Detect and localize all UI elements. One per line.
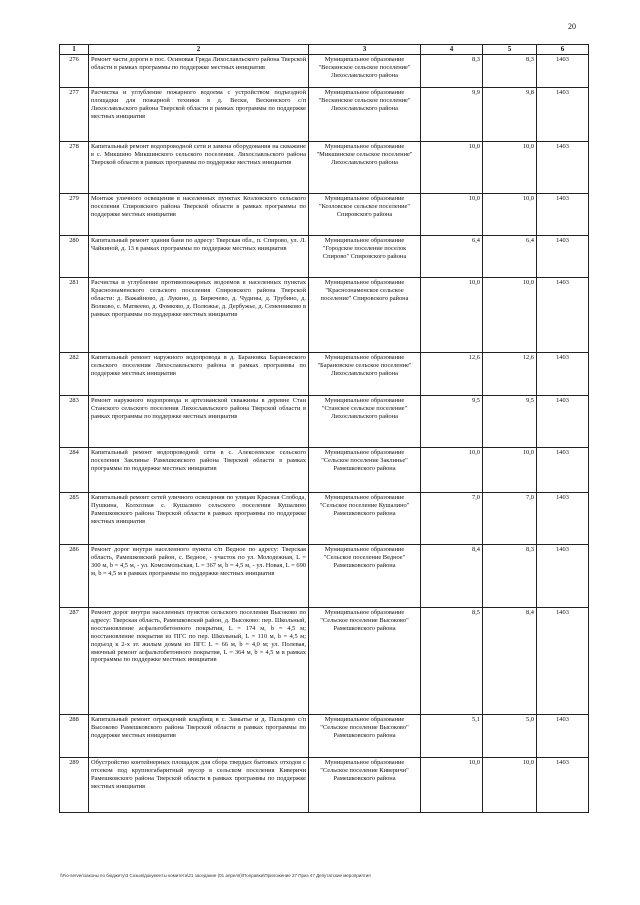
appropriations-table bbox=[59, 44, 589, 813]
row-value-col4: 10,0 bbox=[421, 758, 483, 813]
row-code: 1403 bbox=[537, 278, 589, 353]
table-row bbox=[60, 493, 589, 545]
table-row bbox=[60, 758, 589, 813]
row-organization: Муниципальное образование "Барановское сельское поселение" Лихославльского района bbox=[309, 353, 421, 396]
row-value-col5: 8,3 bbox=[483, 545, 537, 608]
row-organization: Муниципальное образование "Сельское поселение Ведное" Рамешковского района bbox=[309, 545, 421, 608]
row-value-col4: 10,0 bbox=[421, 194, 483, 236]
row-number: 280 bbox=[60, 236, 89, 278]
table-row bbox=[60, 194, 589, 236]
row-number: 285 bbox=[60, 493, 89, 545]
row-value-col4: 9,9 bbox=[421, 88, 483, 142]
table-row bbox=[60, 353, 589, 396]
row-number: 277 bbox=[60, 88, 89, 142]
row-organization: Муниципальное образование "Сельское поселение Кушалино" Рамешковского района bbox=[309, 493, 421, 545]
column-header-3: 3 bbox=[309, 45, 421, 55]
table-row bbox=[60, 142, 589, 194]
table-row bbox=[60, 55, 589, 88]
row-value-col5: 8,3 bbox=[483, 55, 537, 88]
column-header-2: 2 bbox=[89, 45, 309, 55]
row-value-col5: 10,0 bbox=[483, 758, 537, 813]
row-value-col5: 5,0 bbox=[483, 715, 537, 758]
row-organization: Муниципальное образование "Сельское поселение Заклинье" Рамешковского района bbox=[309, 448, 421, 493]
row-description: Ремонт части дороги в пос. Осиновая Гряда Лихославльского района Тверской области в рамках программы по поддержке местных инициатив bbox=[89, 55, 309, 88]
row-description: Капитальный ремонт водопроводной сети и замена оборудования на скважине в с. Микшино Микшинского сельского поселения. Лихославльского района Тверской области в рамках программы по поддержке местных инициатив bbox=[89, 142, 309, 194]
row-organization: Муниципальное образование "Краснознаменское сельское поселение" Спировского района bbox=[309, 278, 421, 353]
row-code: 1403 bbox=[537, 493, 589, 545]
page-number: 20 bbox=[568, 22, 576, 31]
row-description: Ремонт дорог внутри населенного пункта с/п Ведное по адресу: Тверская область, Рамешковский район, с. Ведное, - участок по ул. Молодежная, L = 300 м, b = 4,5 м, - ул. Комсомольская, L = 367 м, b = 4,5 м, - ул. Новая, L = 690 м, b = 4,5 м в рамках программы по поддержке местных инициатив bbox=[89, 545, 309, 608]
row-value-col4: 8,3 bbox=[421, 55, 483, 88]
row-value-col4: 10,0 bbox=[421, 448, 483, 493]
column-header-5: 5 bbox=[483, 45, 537, 55]
table-row bbox=[60, 608, 589, 715]
row-description: Ремонт дорог внутри населенных пунктов сельского поселения Высоково по адресу: Тверская область, Рамешковский район, д. Высоково: пер. Школьный, восстановление асфальтобетонного покрытия, L = 174 м, b = 4,5 м; восстановление покрытия из ПГС по пер. Школьный, L = 110 м, b = 4,5 м; подъезд к 2-х эт. жилым домам из ПГС L = 66 м, b = 4,0 м; ул. Полевая, ямочный ремонт асфальтобетонного покрытия, L = 364 м, b = 4,5 м в рамках программы по поддержке местных инициатив bbox=[89, 608, 309, 715]
row-code: 1403 bbox=[537, 88, 589, 142]
row-description: Расчистка и углубление противопожарных водоемов в населенных пунктах Краснознаменского сельского поселения Спировского района Тверской области: д. Важайново, д. Лукино, д. Бирючево, д. Чудины, д. Трубино, д. Волково, с. Матвеево, д. Фомково, д. Полюжье, д. Дербужье, д. Семенниково в рамках программы по поддержке местных инициатив bbox=[89, 278, 309, 353]
row-value-col5: 10,0 bbox=[483, 448, 537, 493]
row-value-col5: 10,0 bbox=[483, 278, 537, 353]
row-code: 1403 bbox=[537, 545, 589, 608]
table-header-row bbox=[60, 45, 589, 55]
row-organization: Муниципальное образование "Сельское поселение Киверичи" Рамешковского района bbox=[309, 758, 421, 813]
table-row bbox=[60, 396, 589, 448]
column-header-6: 6 bbox=[537, 45, 589, 55]
row-value-col5: 12,6 bbox=[483, 353, 537, 396]
row-value-col4: 9,5 bbox=[421, 396, 483, 448]
table-row bbox=[60, 545, 589, 608]
row-number: 279 bbox=[60, 194, 89, 236]
row-code: 1403 bbox=[537, 353, 589, 396]
table-row bbox=[60, 448, 589, 493]
row-value-col5: 6,4 bbox=[483, 236, 537, 278]
row-code: 1403 bbox=[537, 194, 589, 236]
row-value-col5: 9,8 bbox=[483, 88, 537, 142]
row-value-col4: 12,6 bbox=[421, 353, 483, 396]
row-value-col5: 8,4 bbox=[483, 608, 537, 715]
table-row bbox=[60, 236, 589, 278]
row-code: 1403 bbox=[537, 55, 589, 88]
row-number: 281 bbox=[60, 278, 89, 353]
row-value-col4: 7,0 bbox=[421, 493, 483, 545]
row-number: 283 bbox=[60, 396, 89, 448]
row-organization: Муниципальное образование "Микшинское сельское поселение" Лихославльского района bbox=[309, 142, 421, 194]
file-path-footer: \\Fio-server\законы по бюджету\3 Созыв\документы комитета\21 заседание (01 апреля)\Поправки\Приложение 27 Приз 47 Депутатские мероприятия bbox=[60, 873, 371, 878]
row-organization: Муниципальное образование "Станское сельское поселение" Лихославльского района bbox=[309, 396, 421, 448]
table-row bbox=[60, 278, 589, 353]
row-organization: Муниципальное образование "Городское поселение поселок Спирово" Спировского района bbox=[309, 236, 421, 278]
row-description: Капитальный ремонт ограждений кладбищ в с. Замытье и д. Пальцево с/п Высоково Рамешковского района Тверской области в рамках программы по поддержке местных инициатив bbox=[89, 715, 309, 758]
column-header-4: 4 bbox=[421, 45, 483, 55]
row-value-col4: 6,4 bbox=[421, 236, 483, 278]
row-code: 1403 bbox=[537, 758, 589, 813]
row-description: Капитальный ремонт здания бани по адресу: Тверская обл., п. Спирово, ул. Л. Чайкиной, д. 13 в рамках программы по поддержке местных инициатив bbox=[89, 236, 309, 278]
row-number: 278 bbox=[60, 142, 89, 194]
row-organization: Муниципальное образование "Сельское поселение Высоково" Рамешковского района bbox=[309, 715, 421, 758]
row-organization: Муниципальное образование "Вескинское сельское поселение" Лихославльского района bbox=[309, 88, 421, 142]
row-code: 1403 bbox=[537, 608, 589, 715]
row-value-col4: 10,0 bbox=[421, 142, 483, 194]
row-value-col4: 8,5 bbox=[421, 608, 483, 715]
row-value-col5: 7,0 bbox=[483, 493, 537, 545]
row-value-col4: 5,1 bbox=[421, 715, 483, 758]
row-description: Расчистка и углубление пожарного водоема с устройством подъездной площадки для пожарной техники в д. Вески, Вескинского с/п Лихославльского района Тверской области в рамках программы по поддержке местных инициатив bbox=[89, 88, 309, 142]
row-value-col4: 8,4 bbox=[421, 545, 483, 608]
row-number: 288 bbox=[60, 715, 89, 758]
row-organization: Муниципальное образование "Вескинское сельское поселение" Лихославльского района bbox=[309, 55, 421, 88]
row-description: Монтаж уличного освещения в населенных пунктах Козловского сельского поселения Спировского района Тверской области в рамках программы по поддержке местных инициатив bbox=[89, 194, 309, 236]
row-number: 282 bbox=[60, 353, 89, 396]
row-code: 1403 bbox=[537, 448, 589, 493]
row-description: Ремонт наружного водопровода и артезианской скважины в деревне Стан Станского сельского поселения Лихославльского района Тверской области в рамках программы по поддержке местных инициатив bbox=[89, 396, 309, 448]
row-description: Капитальный ремонт водопроводной сети в с. Алексеевское сельского поселения Заклинье Рамешковского района Тверской области в рамках программы по поддержке местных инициатив bbox=[89, 448, 309, 493]
row-code: 1403 bbox=[537, 396, 589, 448]
row-code: 1403 bbox=[537, 715, 589, 758]
column-header-1: 1 bbox=[60, 45, 89, 55]
row-value-col5: 10,0 bbox=[483, 142, 537, 194]
row-code: 1403 bbox=[537, 142, 589, 194]
row-value-col5: 9,5 bbox=[483, 396, 537, 448]
row-number: 286 bbox=[60, 545, 89, 608]
row-value-col4: 10,0 bbox=[421, 278, 483, 353]
row-description: Капитальный ремонт наружного водопровода в д. Барановка Барановского сельского поселения Лихославльского района в рамках программы по поддержке местных инициатив bbox=[89, 353, 309, 396]
row-description: Обустройство контейнерных площадок для сбора твердых бытовых отходов с отсеком под крупногабаритный мусор в сельском поселения Киверичи Рамешковского района Тверской области в рамках программы по поддержке местных инициатив bbox=[89, 758, 309, 813]
table-row bbox=[60, 88, 589, 142]
row-description: Капитальный ремонт сетей уличного освещения по улицам Красная Слобода, Пушкина, Колхозная с. Кушалино сельского поселения Кушалино Рамешковского района Тверской области в рамках программы по поддержке местных инициатив bbox=[89, 493, 309, 545]
row-number: 289 bbox=[60, 758, 89, 813]
row-organization: Муниципальное образование "Козловское сельское поселение" Спировского района bbox=[309, 194, 421, 236]
table-row bbox=[60, 715, 589, 758]
row-number: 287 bbox=[60, 608, 89, 715]
row-code: 1403 bbox=[537, 236, 589, 278]
row-value-col5: 10,0 bbox=[483, 194, 537, 236]
row-number: 276 bbox=[60, 55, 89, 88]
row-number: 284 bbox=[60, 448, 89, 493]
row-organization: Муниципальное образование "Сельское поселение Высоково" Рамешковского района bbox=[309, 608, 421, 715]
